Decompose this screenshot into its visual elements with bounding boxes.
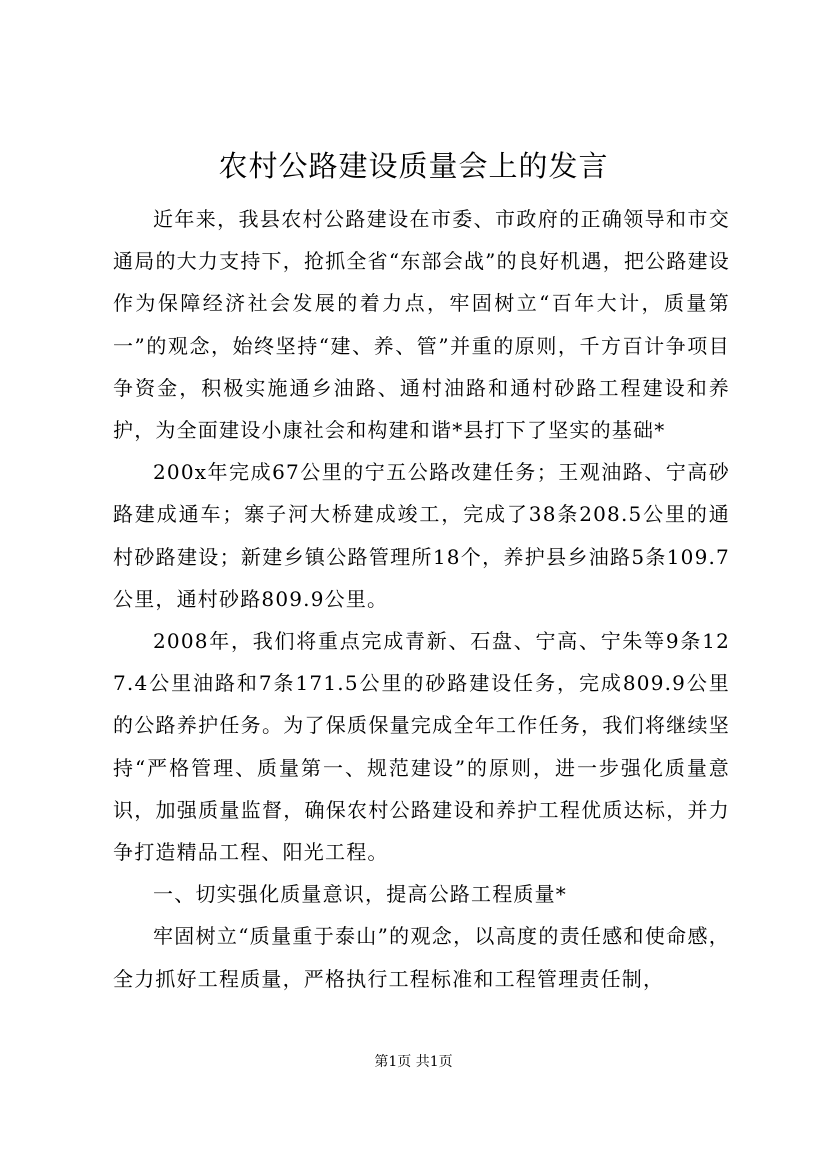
paragraph-achievements: 200x年完成67公里的宁五公路改建任务；王观油路、宁高砂路建成通车；寨子河大桥建成竣工，完成了38条208.5公里的通村砂路建设；新建乡镇公路管理所18个，养护县乡油路5条109.7公里，通村砂路809.9公里。 [113, 460, 730, 611]
paragraph-intro: 近年来，我县农村公路建设在市委、市政府的正确领导和市交通局的大力支持下，抢抓全省“东部会战”的良好机遇，把公路建设作为保障经济社会发展的着力点，牢固树立“百年大计，质量第一”的观念，始终坚持“建、养、管”并重的原则，千方百计争项目争资金，积极实施通乡油路、通村油路和通村砂路工程建设和养护，为全面建设小康社会和构建和谐*县打下了坚实的基础* [113, 207, 730, 443]
document-title: 农村公路建设质量会上的发言 [218, 149, 609, 183]
document-body [113, 198, 730, 1000]
paragraph-quality: 牢固树立“质量重于泰山”的观念，以高度的责任感和使命感，全力抓好工程质量，严格执行工程标准和工程管理责任制， [113, 924, 730, 991]
section-heading-1: 一、切实强化质量意识，提高公路工程质量* [153, 882, 567, 907]
page-footer: 第1页 共1页 [374, 1054, 453, 1070]
paragraph-2008-plan: 2008年，我们将重点完成青新、石盘、宁高、宁朱等9条127.4公里油路和7条171.5公里的砂路建设任务，完成809.9公里的公路养护任务。为了保质保量完成全年工作任务，我们将继续坚持“严格管理、质量第一、规范建设”的原则，进一步强化质量意识，加强质量监督，确保农村公路建设和养护工程优质达标，并力争打造精品工程、阳光工程。 [113, 629, 730, 865]
